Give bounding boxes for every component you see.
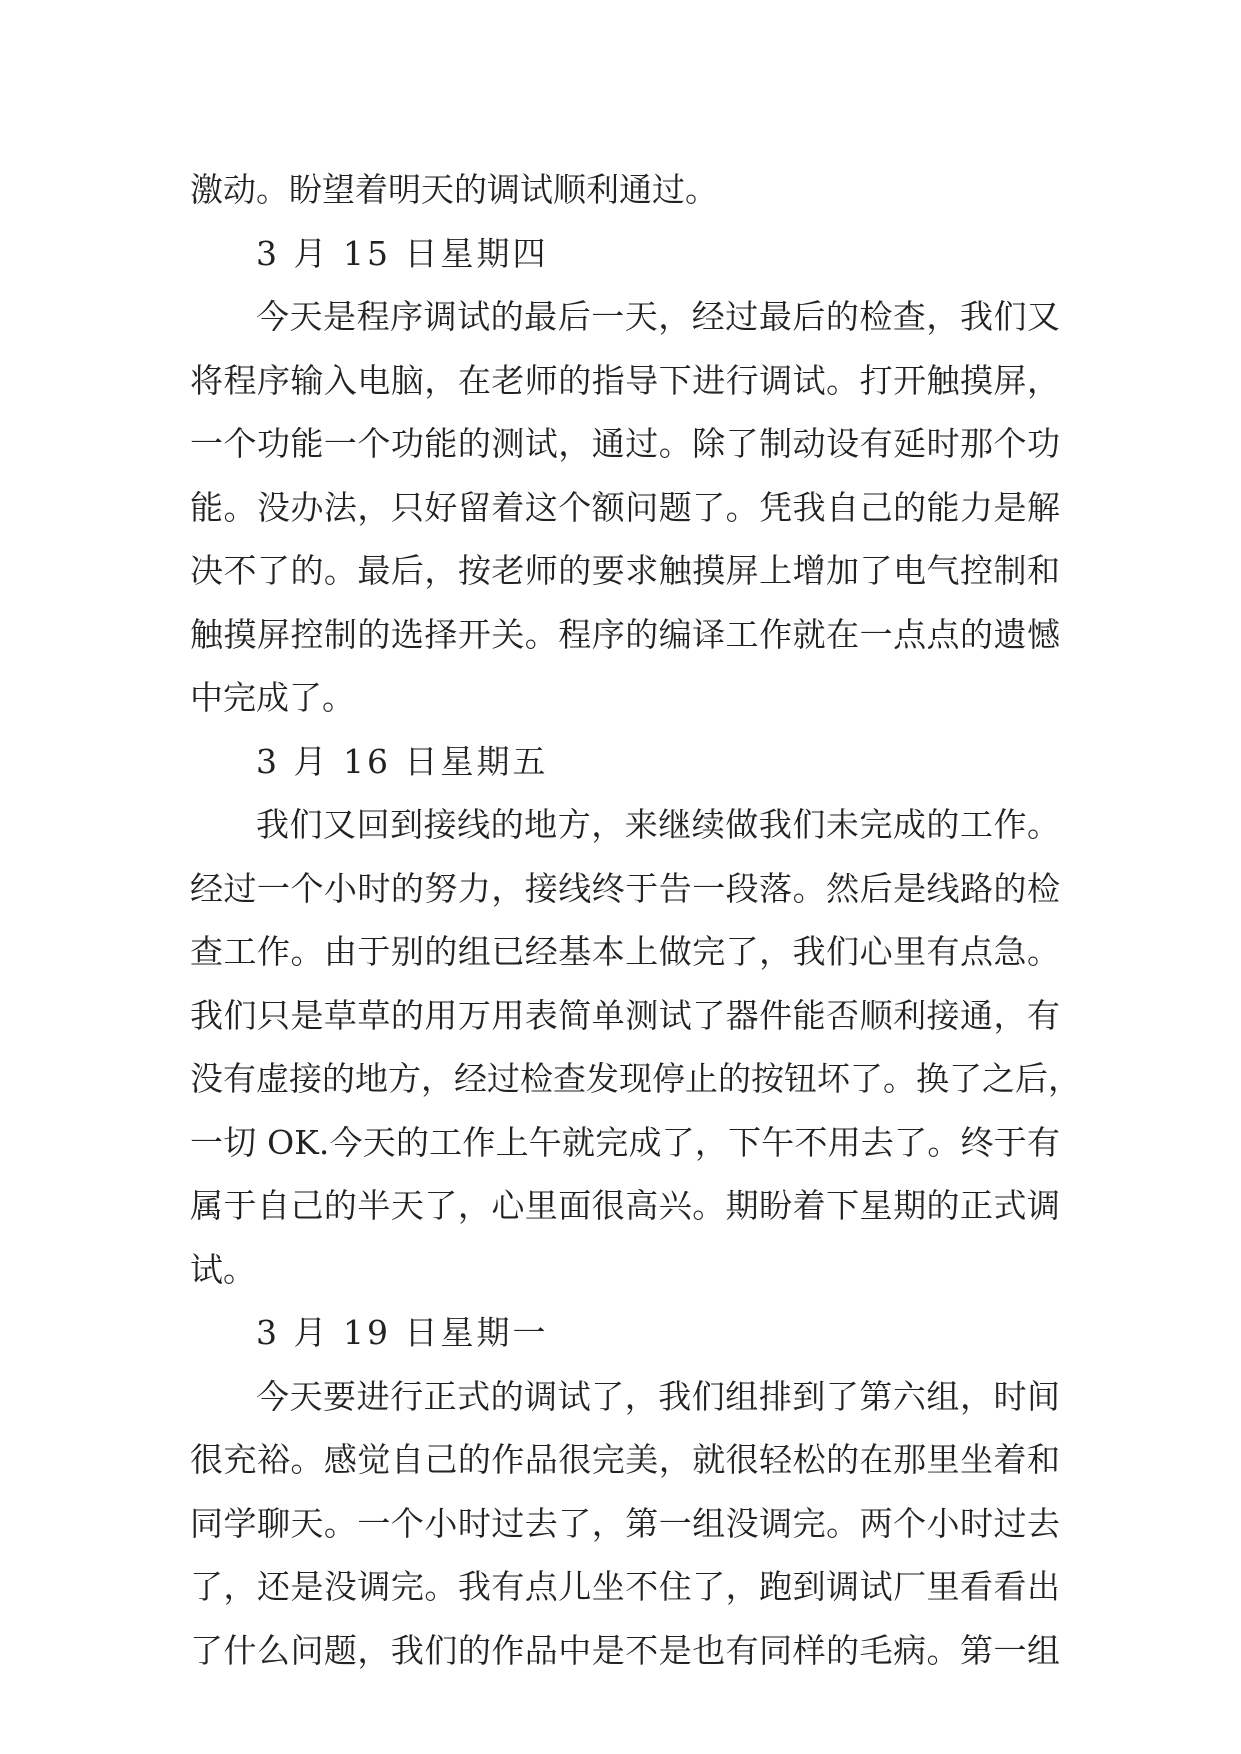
text-line: 触摸屏控制的选择开关。程序的编译工作就在一点点的遗憾 bbox=[190, 614, 1060, 654]
paragraph-end-line: 激动。盼望着明天的调试顺利通过。 bbox=[190, 170, 718, 209]
text-line: 查工作。由于别的组已经基本上做完了，我们心里有点急。 bbox=[190, 932, 1060, 971]
text-line: 我们只是草草的用万用表简单测试了器件能否顺利接通，有 bbox=[190, 995, 1060, 1035]
text-line: 了什么问题，我们的作品中是不是也有同样的毛病。第一组 bbox=[190, 1630, 1060, 1670]
text-line: 很充裕。感觉自己的作品很完美，就很轻松的在那里坐着和 bbox=[190, 1440, 1060, 1479]
text-line: 同学聊天。一个小时过去了，第一组没调完。两个小时过去 bbox=[190, 1503, 1060, 1543]
text-line: 一个功能一个功能的测试，通过。除了制动设有延时那个功 bbox=[190, 424, 1060, 463]
date-heading: 3 月 19 日星期一 bbox=[256, 1313, 549, 1352]
paragraph-first-line: 今天要进行正式的调试了，我们组排到了第六组，时间 bbox=[256, 1376, 1060, 1416]
text-line: 一切 OK.今天的工作上午就完成了，下午不用去了。终于有 bbox=[190, 1122, 1060, 1162]
text-line: 经过一个小时的努力，接线终于告一段落。然后是线路的检 bbox=[190, 868, 1060, 908]
text-line: 没有虚接的地方，经过检查发现停止的按钮坏了。换了之后， bbox=[190, 1059, 1081, 1098]
text-line: 属于自己的半天了，心里面很高兴。期盼着下星期的正式调 bbox=[190, 1186, 1060, 1225]
paragraph-first-line: 今天是程序调试的最后一天，经过最后的检查，我们又 bbox=[256, 297, 1060, 336]
text-line: 决不了的。最后，按老师的要求触摸屏上增加了电气控制和 bbox=[190, 551, 1060, 590]
text-line: 将程序输入电脑，在老师的指导下进行调试。打开触摸屏， bbox=[190, 360, 1060, 400]
date-heading: 3 月 15 日星期四 bbox=[256, 233, 549, 273]
date-heading: 3 月 16 日星期五 bbox=[256, 741, 549, 781]
paragraph-end-line: 试。 bbox=[190, 1249, 256, 1289]
document-body bbox=[190, 158, 1081, 1682]
text-line: 了，还是没调完。我有点儿坐不住了，跑到调试厂里看看出 bbox=[190, 1567, 1060, 1606]
paragraph-first-line: 我们又回到接线的地方，来继续做我们未完成的工作。 bbox=[256, 805, 1060, 844]
text-line: 能。没办法，只好留着这个额问题了。凭我自己的能力是解 bbox=[190, 487, 1060, 527]
paragraph-end-line: 中完成了。 bbox=[190, 678, 355, 717]
